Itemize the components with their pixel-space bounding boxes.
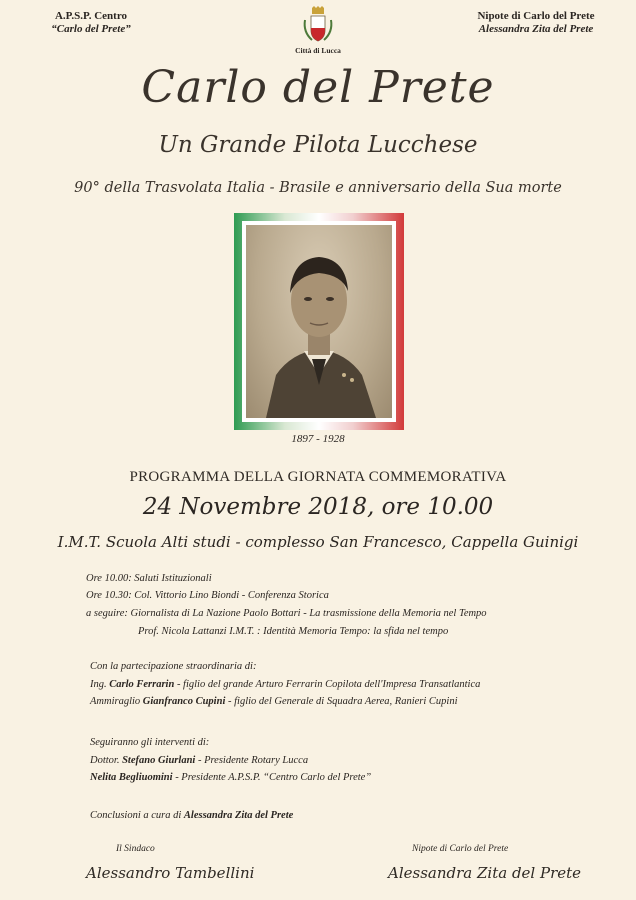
- participant: Ammiraglio Gianfranco Cupini - figlio del Generale di Squadra Aerea, Ranieri Cupini: [90, 696, 458, 707]
- header-right-line2: Alessandra Zita del Prete: [478, 23, 594, 35]
- signature-right-name: Alessandra Zita del Prete: [388, 864, 582, 882]
- schedule-item: Ore 10.30: Col. Vittorio Lino Biondi - Conferenza Storica: [86, 590, 329, 601]
- poster-title: Carlo del Prete: [141, 62, 495, 113]
- header-right: [456, 10, 616, 36]
- interventions-intro: Seguiranno gli interventi di:: [90, 737, 210, 748]
- event-line: 90° della Trasvolata Italia - Brasile e anniversario della Sua morte: [74, 180, 562, 196]
- lucca-coat-of-arms-icon: [300, 6, 336, 46]
- signature-right-label: Nipote di Carlo del Prete: [412, 844, 509, 854]
- programme-heading: PROGRAMMA DELLA GIORNATA COMMEMORATIVA: [129, 469, 507, 485]
- schedule-item: a seguire: Giornalista di La Nazione Paolo Bottari - La trasmissione della Memoria nel Tempo: [86, 608, 487, 619]
- event-venue: I.M.T. Scuola Alti studi - complesso San Francesco, Cappella Guinigi: [57, 533, 579, 551]
- header-left-line1: A.P.S.P. Centro: [54, 10, 128, 22]
- participant: Ing. Carlo Ferrarin - figlio del grande Arturo Ferrarin Copilota dell'Impresa Transatlantica: [90, 679, 481, 690]
- crest-label: Città di Lucca: [295, 46, 341, 55]
- poster-subtitle: Un Grande Pilota Lucchese: [158, 132, 478, 158]
- schedule-item: Prof. Nicola Lattanzi I.M.T. : Identità Memoria Tempo: la sfida nel tempo: [138, 626, 449, 637]
- portrait-frame: [234, 213, 404, 430]
- participation-intro: Con la partecipazione straordinaria di:: [90, 661, 257, 672]
- schedule-item: Ore 10.00: Saluti Istituzionali: [86, 573, 212, 584]
- speaker: Nelita Begliuomini - Presidente A.P.S.P. “Centro Carlo del Prete”: [90, 772, 372, 783]
- portrait-photo: [246, 225, 392, 418]
- signature-left-name: Alessandro Tambellini: [86, 864, 255, 882]
- conclusion: Conclusioni a cura di Alessandra Zita del Prete: [90, 810, 294, 821]
- signature-left-label: Il Sindaco: [116, 844, 155, 854]
- header-left: [26, 10, 156, 36]
- speaker: Dottor. Stefano Giurlani - Presidente Rotary Lucca: [90, 755, 309, 766]
- portrait-years: 1897 - 1928: [291, 433, 345, 445]
- event-date: 24 Novembre 2018, ore 10.00: [142, 494, 494, 520]
- header-left-line2: “Carlo del Prete”: [51, 23, 131, 35]
- header-right-line1: Nipote di Carlo del Prete: [477, 10, 595, 22]
